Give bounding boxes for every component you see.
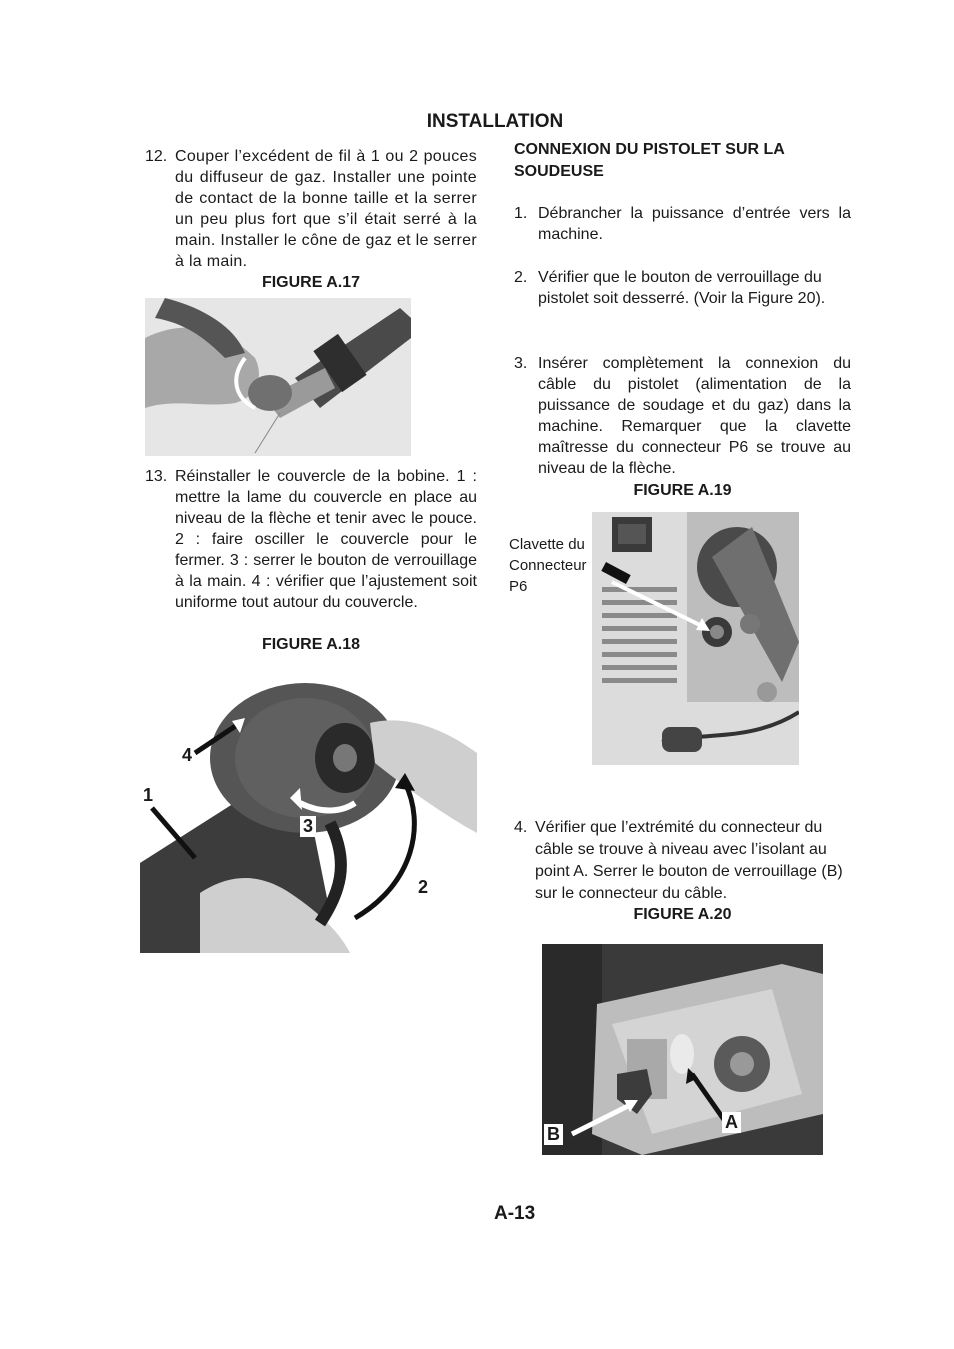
- figure-a20-photo: [542, 944, 823, 1155]
- callout-a: A: [722, 1112, 741, 1133]
- step-text: Réinstaller le couvercle de la bobine. 1 : mettre la lame du couvercle en place au niveau de la flèche et tenir avec le pouce. 2 : faire osciller le couvercle pour le fermer. 3 : serrer le bouton de verrouillage à la main. 4 : vérifier que l’ajustement soit uniforme tout autour du couvercle.: [175, 468, 477, 611]
- callout-2: 2: [418, 877, 429, 897]
- label-line: Clavette du: [509, 536, 585, 553]
- figure-a19-title: FIGURE A.19: [633, 482, 732, 499]
- label-line: P6: [509, 578, 528, 595]
- step-number: 2.: [514, 269, 528, 286]
- step-number: 13.: [145, 468, 168, 485]
- page-title: INSTALLATION: [426, 111, 564, 132]
- step-text: Vérifier que le bouton de verrouillage du pistolet soit desserré. (Voir la Figure 20).: [538, 269, 826, 307]
- figure-a20-title: FIGURE A.20: [633, 906, 732, 923]
- figure-a19-label: [509, 534, 587, 597]
- figure-a19-photo: [592, 512, 799, 765]
- step-3: [514, 353, 851, 479]
- step-1: [514, 203, 851, 245]
- figure-a17-title: FIGURE A.17: [261, 274, 361, 291]
- step-text: Vérifier que l’extrémité du connecteur du câble se trouve à niveau avec l’isolant au point A. Serrer le bouton de verrouillage (B) sur le connecteur du câble.: [535, 819, 843, 902]
- step-2: [514, 267, 851, 309]
- step-number: 3.: [514, 355, 528, 372]
- step-number: 1.: [514, 205, 528, 222]
- label-line: Connecteur: [509, 557, 587, 574]
- callout-b: B: [544, 1124, 563, 1145]
- callout-3: 3: [300, 816, 316, 837]
- step-text: Débrancher la puissance d’entrée vers la machine.: [538, 205, 851, 243]
- step-text: Insérer complètement la connexion du câble du pistolet (alimentation de la puissance de soudage et du gaz) dans la machine. Remarquer que la clavette maîtresse du connecteur P6 se trouve au niveau de la flèche.: [538, 355, 851, 477]
- callout-4: 4: [182, 745, 193, 765]
- page-number: A-13: [494, 1203, 536, 1224]
- figure-a17-photo: [145, 298, 411, 456]
- step-text: Couper l’excédent de fil à 1 ou 2 pouces du diffuseur de gaz. Installer une pointe de contact de la bonne taille et la serrer un peu plus fort que s’il était serré à la main. Installer le cône de gaz et le serrer à la main.: [175, 148, 477, 270]
- step-12: [145, 146, 477, 272]
- step-number: 12.: [145, 148, 168, 165]
- step-4: [514, 817, 851, 905]
- figure-a18-photo: [140, 663, 477, 953]
- section-heading: CONNEXION DU PISTOLET SUR LA SOUDEUSE: [514, 141, 785, 180]
- step-13: [145, 466, 477, 613]
- step-number: 4.: [514, 819, 528, 836]
- callout-1: 1: [143, 785, 154, 805]
- figure-a18-title: FIGURE A.18: [261, 636, 361, 653]
